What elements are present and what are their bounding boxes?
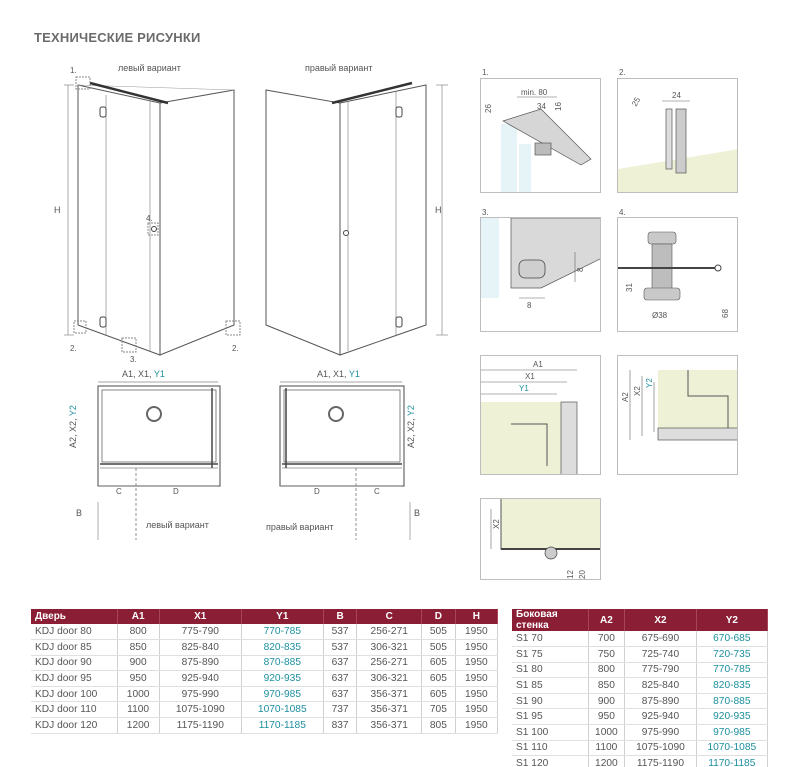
table-row <box>512 725 768 741</box>
table-cell: 1170-1185 <box>241 718 323 734</box>
table-cell: 1200 <box>588 756 625 767</box>
table-row <box>31 718 498 734</box>
table-cell: 356-371 <box>357 718 422 734</box>
table-cell: 637 <box>323 686 357 702</box>
detail-1-drawing <box>481 79 601 193</box>
table-cell: 775-790 <box>625 662 696 678</box>
table-cell: 925-940 <box>159 671 241 687</box>
table-cell: 850 <box>117 640 159 656</box>
door-col-header: Дверь <box>31 609 117 624</box>
door-dimensions-table <box>31 609 498 734</box>
detail-4-68-label: 68 <box>721 309 730 318</box>
table-cell: 875-890 <box>159 655 241 671</box>
table-cell: 770-785 <box>241 624 323 640</box>
svg-text:A1, X1, Y1 <box>317 369 360 379</box>
table-cell: S1 100 <box>512 725 588 741</box>
table-cell: 1950 <box>455 624 497 640</box>
left-plan-b-label: B <box>76 508 83 518</box>
detail-5-panel <box>480 355 601 475</box>
table-cell: KDJ door 110 <box>31 702 117 718</box>
table-cell: 837 <box>323 718 357 734</box>
table-cell: 725-740 <box>625 647 696 663</box>
table-cell: 975-990 <box>625 725 696 741</box>
table-cell: 537 <box>323 640 357 656</box>
table-cell: 737 <box>323 702 357 718</box>
detail-3-8b-label: 8 <box>576 267 585 272</box>
table-cell: 1950 <box>455 655 497 671</box>
detail-7-20-label: 20 <box>578 570 587 579</box>
table-row <box>31 702 498 718</box>
table-cell: KDJ door 90 <box>31 655 117 671</box>
table-cell: 505 <box>422 640 456 656</box>
detail-2-drawing <box>618 79 738 193</box>
right-variant-plan <box>262 368 442 548</box>
table-cell: 705 <box>422 702 456 718</box>
detail-6-drawing <box>618 356 738 475</box>
side-col-header: Боковая стенка <box>512 609 588 631</box>
detail-3-number: 3. <box>482 208 489 217</box>
table-cell: 870-885 <box>241 655 323 671</box>
table-cell: S1 75 <box>512 647 588 663</box>
detail-2-25-label: 25 <box>629 95 643 108</box>
detail-7-12-label: 12 <box>566 570 575 579</box>
table-cell: 637 <box>323 671 357 687</box>
table-cell: 805 <box>422 718 456 734</box>
detail-2-panel <box>617 78 738 193</box>
right-plan-a1x1-label: A1, X1, <box>317 369 349 379</box>
detail-6-x2-label: X2 <box>633 386 642 396</box>
table-cell: 950 <box>117 671 159 687</box>
table-cell: 1070-1085 <box>696 740 767 756</box>
table-cell: 306-321 <box>357 640 422 656</box>
table-cell: 820-835 <box>241 640 323 656</box>
table-cell: 1075-1090 <box>625 740 696 756</box>
table-cell: S1 80 <box>512 662 588 678</box>
table-cell: 605 <box>422 686 456 702</box>
detail-4-31-label: 31 <box>625 283 634 292</box>
table-cell: S1 90 <box>512 693 588 709</box>
right-plan-b-label: B <box>414 508 421 518</box>
svg-text:A2, X2, Y2 <box>406 405 416 448</box>
detail-2-24-label: 24 <box>672 91 681 100</box>
height-label-right: H <box>435 205 442 215</box>
table-cell: 700 <box>588 631 625 647</box>
detail-3-drawing <box>481 218 601 332</box>
door-col-header: A1 <box>117 609 159 624</box>
table-row <box>512 647 768 663</box>
detail-1-panel <box>480 78 601 193</box>
detail-1-16-label: 16 <box>554 102 563 111</box>
table-cell: 825-840 <box>625 678 696 694</box>
table-cell: 1000 <box>588 725 625 741</box>
left-plan-a2x2-label: A2, X2, <box>68 416 78 448</box>
detail-6-y2-label: Y2 <box>645 378 654 388</box>
door-col-header: H <box>455 609 497 624</box>
table-cell: 1100 <box>117 702 159 718</box>
table-cell: 1075-1090 <box>159 702 241 718</box>
svg-text:A2, X2, Y2 <box>68 405 78 448</box>
left-variant-plan <box>70 368 250 548</box>
marker-2-left-b: 2. <box>232 344 239 353</box>
table-cell: 825-840 <box>159 640 241 656</box>
door-col-header: Y1 <box>241 609 323 624</box>
svg-text:A1, X1, Y1 <box>122 369 165 379</box>
table-cell: S1 110 <box>512 740 588 756</box>
marker-3-left: 3. <box>130 355 137 364</box>
side-col-header: X2 <box>625 609 696 631</box>
table-row <box>31 671 498 687</box>
table-cell: 1950 <box>455 718 497 734</box>
table-row <box>512 756 768 767</box>
table-cell: 920-935 <box>241 671 323 687</box>
table-cell: 800 <box>588 662 625 678</box>
table-cell: S1 85 <box>512 678 588 694</box>
table-cell: S1 70 <box>512 631 588 647</box>
table-cell: 800 <box>117 624 159 640</box>
table-cell: KDJ door 100 <box>31 686 117 702</box>
table-cell: 356-371 <box>357 686 422 702</box>
detail-5-x1-label: X1 <box>525 372 535 381</box>
table-cell: 1100 <box>588 740 625 756</box>
table-cell: KDJ door 120 <box>31 718 117 734</box>
right-variant-elevation <box>262 55 462 345</box>
door-col-header: B <box>323 609 357 624</box>
table-row <box>512 631 768 647</box>
table-cell: 306-321 <box>357 671 422 687</box>
table-cell: 925-940 <box>625 709 696 725</box>
table-cell: 820-835 <box>696 678 767 694</box>
table-cell: 770-785 <box>696 662 767 678</box>
table-row <box>512 662 768 678</box>
table-cell: 900 <box>588 693 625 709</box>
left-variant-elevation <box>50 55 290 364</box>
table-cell: 1175-1190 <box>625 756 696 767</box>
table-cell: 950 <box>588 709 625 725</box>
detail-7-drawing <box>481 499 601 580</box>
right-plan-d-label: D <box>314 487 320 496</box>
table-row <box>31 624 498 640</box>
table-cell: 605 <box>422 655 456 671</box>
detail-4-drawing <box>618 218 738 332</box>
detail-4-panel <box>617 217 738 332</box>
door-col-header: C <box>357 609 422 624</box>
table-cell: 900 <box>117 655 159 671</box>
table-cell: 505 <box>422 624 456 640</box>
detail-1-34-label: 34 <box>537 102 546 111</box>
marker-2-left-a: 2. <box>70 344 77 353</box>
table-cell: 1950 <box>455 640 497 656</box>
side-col-header: A2 <box>588 609 625 631</box>
table-row <box>31 655 498 671</box>
table-cell: 605 <box>422 671 456 687</box>
table-row <box>31 686 498 702</box>
left-plan-variant-label: левый вариант <box>146 520 209 530</box>
table-row <box>512 693 768 709</box>
table-cell: S1 120 <box>512 756 588 767</box>
table-cell: KDJ door 85 <box>31 640 117 656</box>
table-cell: 720-735 <box>696 647 767 663</box>
detail-5-drawing <box>481 356 601 475</box>
detail-7-x2-label: X2 <box>492 519 501 529</box>
detail-3-8a-label: 8 <box>527 301 532 310</box>
detail-6-a2-label: A2 <box>621 392 630 402</box>
table-cell: 1950 <box>455 671 497 687</box>
side-table-header-row <box>512 609 768 631</box>
table-cell: 670-685 <box>696 631 767 647</box>
door-col-header: X1 <box>159 609 241 624</box>
table-cell: S1 95 <box>512 709 588 725</box>
table-cell: 750 <box>588 647 625 663</box>
left-plan-y1-label: Y1 <box>153 369 165 379</box>
right-plan-y2-label: Y2 <box>406 405 416 417</box>
detail-3-panel <box>480 217 601 332</box>
left-variant-label: левый вариант <box>118 63 181 73</box>
table-cell: 870-885 <box>696 693 767 709</box>
table-cell: 1000 <box>117 686 159 702</box>
table-cell: 1200 <box>117 718 159 734</box>
detail-5-a1-label: A1 <box>533 360 543 369</box>
table-cell: 970-985 <box>696 725 767 741</box>
detail-7-panel <box>480 498 601 580</box>
table-cell: KDJ door 80 <box>31 624 117 640</box>
table-row <box>512 740 768 756</box>
detail-5-y1-label: Y1 <box>519 384 529 393</box>
table-cell: 675-690 <box>625 631 696 647</box>
left-plan-c-label: C <box>116 487 122 496</box>
table-cell: 920-935 <box>696 709 767 725</box>
right-plan-variant-label: правый вариант <box>266 522 334 532</box>
table-cell: 1070-1085 <box>241 702 323 718</box>
table-cell: 850 <box>588 678 625 694</box>
table-cell: 256-271 <box>357 624 422 640</box>
detail-1-min-label: min. 80 <box>521 88 548 97</box>
right-plan-a2x2-label: A2, X2, <box>406 416 416 448</box>
detail-4-d38-label: Ø38 <box>652 311 668 320</box>
side-wall-dimensions-table <box>512 609 768 767</box>
detail-6-panel <box>617 355 738 475</box>
table-cell: 975-990 <box>159 686 241 702</box>
table-cell: 875-890 <box>625 693 696 709</box>
right-variant-label: правый вариант <box>305 63 373 73</box>
table-cell: 637 <box>323 655 357 671</box>
table-cell: 1950 <box>455 702 497 718</box>
table-cell: 1950 <box>455 686 497 702</box>
marker-1-left: 1. <box>70 66 77 75</box>
table-cell: 1175-1190 <box>159 718 241 734</box>
detail-2-number: 2. <box>619 68 626 77</box>
height-label: H <box>54 205 61 215</box>
left-plan-a1x1-label: A1, X1, <box>122 369 154 379</box>
right-plan-y1-label: Y1 <box>348 369 360 379</box>
side-col-header: Y2 <box>696 609 767 631</box>
marker-4-left: 4. <box>146 214 153 223</box>
left-plan-d-label: D <box>173 487 179 496</box>
door-col-header: D <box>422 609 456 624</box>
table-cell: 256-271 <box>357 655 422 671</box>
table-cell: 1170-1185 <box>696 756 767 767</box>
right-plan-c-label: C <box>374 487 380 496</box>
table-cell: KDJ door 95 <box>31 671 117 687</box>
detail-1-26-label: 26 <box>484 104 493 113</box>
table-cell: 970-985 <box>241 686 323 702</box>
table-row <box>512 709 768 725</box>
table-cell: 537 <box>323 624 357 640</box>
detail-1-number: 1. <box>482 68 489 77</box>
table-cell: 775-790 <box>159 624 241 640</box>
table-row <box>512 678 768 694</box>
table-cell: 356-371 <box>357 702 422 718</box>
page-title: ТЕХНИЧЕСКИЕ РИСУНКИ <box>34 30 201 45</box>
detail-4-number: 4. <box>619 208 626 217</box>
door-table-header-row <box>31 609 498 624</box>
table-row <box>31 640 498 656</box>
left-plan-y2-label: Y2 <box>68 405 78 417</box>
